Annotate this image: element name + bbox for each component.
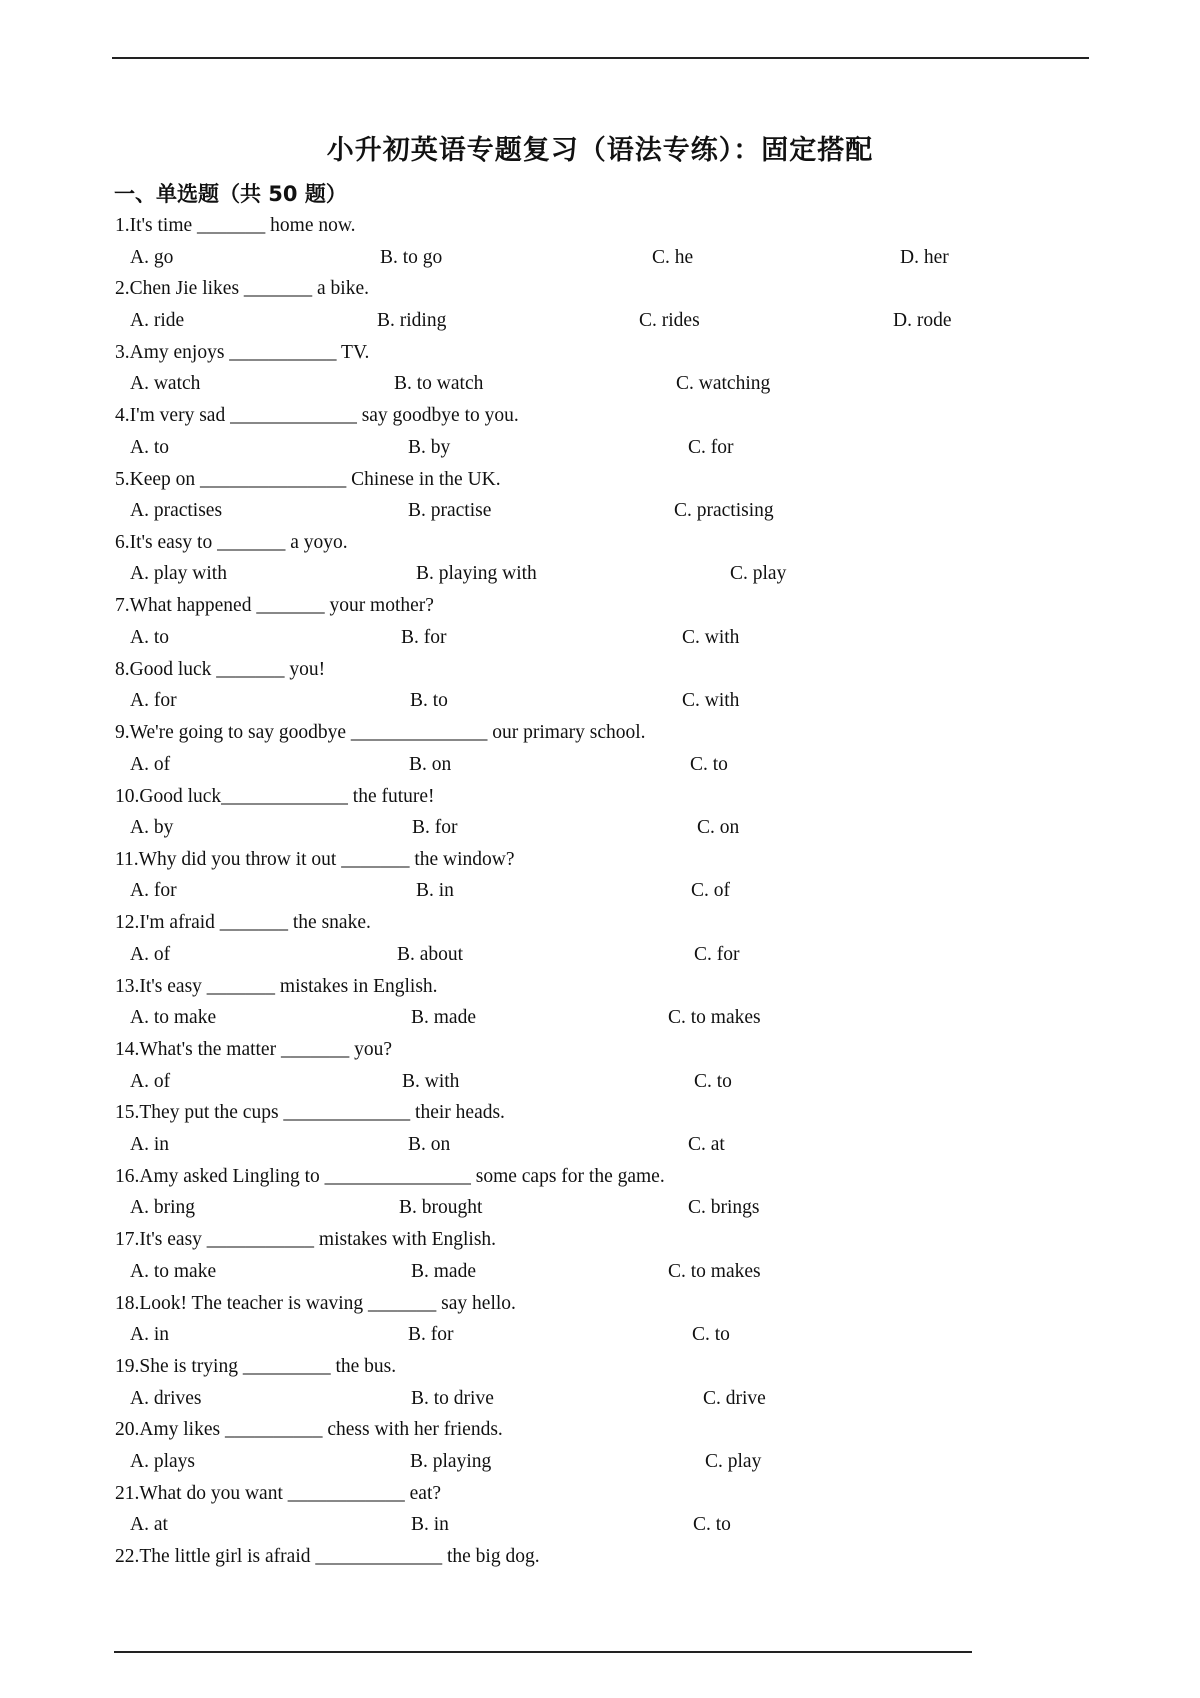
question-item	[0, 339, 1200, 402]
question-item	[0, 1416, 1200, 1479]
answer-option: D. rode	[893, 309, 952, 331]
answer-option: C. on	[697, 817, 740, 839]
footer-rule	[114, 1651, 972, 1653]
answer-option: A. at	[130, 1514, 168, 1536]
question-stem: 19.She is trying _________ the bus.	[115, 1356, 397, 1378]
answer-option: B. to watch	[394, 373, 484, 395]
question-stem: 17.It's easy ___________ mistakes with English.	[115, 1229, 497, 1251]
answer-option: A. practises	[130, 500, 223, 522]
answer-option: C. brings	[688, 1197, 760, 1219]
question-item	[0, 1226, 1200, 1289]
answer-options	[0, 497, 1200, 525]
answer-options	[0, 941, 1200, 969]
question-stem: 2.Chen Jie likes _______ a bike.	[115, 278, 370, 300]
answer-option: B. on	[409, 753, 452, 775]
answer-option: B. on	[408, 1133, 451, 1155]
answer-option: A. of	[130, 753, 171, 775]
answer-option: A. to make	[130, 1007, 217, 1029]
answer-option: B. in	[411, 1514, 449, 1536]
question-stem: 12.I'm afraid _______ the snake.	[115, 912, 371, 934]
answer-option: B. to drive	[411, 1387, 494, 1409]
answer-options	[0, 1511, 1200, 1539]
answer-option: A. ride	[130, 309, 185, 331]
answer-options	[0, 751, 1200, 779]
answer-options	[0, 1004, 1200, 1032]
answer-options	[0, 370, 1200, 398]
answer-options	[0, 1131, 1200, 1159]
answer-option: C. rides	[639, 309, 700, 331]
answer-option: C. of	[691, 880, 730, 902]
answer-option: C. to	[690, 753, 728, 775]
answer-option: B. playing	[410, 1450, 492, 1472]
answer-option: A. plays	[130, 1450, 195, 1472]
answer-option: A. of	[130, 1070, 171, 1092]
question-item	[0, 529, 1200, 592]
question-item	[0, 1480, 1200, 1543]
question-item	[0, 402, 1200, 465]
question-stem: 14.What's the matter _______ you?	[115, 1039, 392, 1061]
question-stem: 16.Amy asked Lingling to _______________ some caps for the game.	[115, 1165, 665, 1187]
answer-option: C. for	[694, 943, 740, 965]
answer-option: B. in	[416, 880, 454, 902]
answer-option: B. about	[397, 943, 464, 965]
answer-option: B. by	[408, 436, 451, 458]
answer-options	[0, 434, 1200, 462]
answer-option: A. to	[130, 436, 169, 458]
question-stem: 22.The little girl is afraid _____________ the big dog.	[115, 1546, 540, 1568]
answer-option: C. to makes	[668, 1260, 761, 1282]
question-stem: 8.Good luck _______ you!	[115, 658, 326, 680]
question-stem: 9.We're going to say goodbye ______________ our primary school.	[115, 722, 646, 744]
question-item	[0, 973, 1200, 1036]
question-list	[0, 212, 1200, 1607]
answer-option: A. for	[130, 690, 177, 712]
answer-option: B. to go	[380, 246, 443, 268]
answer-option: C. practising	[674, 500, 774, 522]
question-item	[0, 1543, 1200, 1606]
answer-option: C. he	[652, 246, 694, 268]
answer-option: C. play	[730, 563, 787, 585]
answer-option: A. bring	[130, 1197, 195, 1219]
question-stem: 1.It's time _______ home now.	[115, 215, 356, 236]
answer-option: B. riding	[377, 309, 447, 331]
question-stem: 7.What happened _______ your mother?	[115, 595, 434, 617]
answer-option: A. go	[130, 246, 174, 268]
answer-option: A. watch	[130, 373, 201, 395]
answer-option: C. play	[705, 1450, 762, 1472]
answer-option: B. brought	[399, 1197, 483, 1219]
answer-options	[0, 877, 1200, 905]
question-stem: 10.Good luck_____________ the future!	[115, 785, 435, 807]
answer-options	[0, 624, 1200, 652]
question-item	[0, 212, 1200, 275]
question-stem: 11.Why did you throw it out _______ the window?	[115, 848, 515, 870]
question-item	[0, 466, 1200, 529]
answer-option: A. to make	[130, 1260, 217, 1282]
question-item	[0, 846, 1200, 909]
question-item	[0, 1099, 1200, 1162]
answer-options	[0, 687, 1200, 715]
answer-option: C. at	[688, 1133, 725, 1155]
answer-option: C. for	[688, 436, 734, 458]
question-stem: 15.They put the cups _____________ their heads.	[115, 1102, 505, 1124]
document-title: 小升初英语专题复习（语法专练）：固定搭配	[326, 135, 874, 166]
answer-option: A. in	[130, 1324, 169, 1346]
answer-option: B. for	[412, 817, 458, 839]
answer-option: B. practise	[408, 500, 492, 522]
question-stem: 21.What do you want ____________ eat?	[115, 1482, 442, 1504]
question-stem: 3.Amy enjoys ___________ TV.	[115, 341, 370, 363]
answer-option: A. of	[130, 943, 171, 965]
answer-option: B. to	[410, 690, 448, 712]
answer-options	[0, 1068, 1200, 1096]
answer-option: B. for	[408, 1324, 454, 1346]
answer-option: D. her	[900, 246, 949, 268]
answer-option: C. to	[694, 1070, 732, 1092]
question-stem: 4.I'm very sad _____________ say goodbye to you.	[115, 405, 519, 427]
question-stem: 13.It's easy _______ mistakes in English.	[115, 975, 438, 997]
answer-option: A. for	[130, 880, 177, 902]
question-item	[0, 1290, 1200, 1353]
answer-option: C. with	[682, 690, 740, 712]
header-rule	[112, 57, 1089, 59]
question-stem: 18.Look! The teacher is waving _______ say hello.	[115, 1292, 516, 1314]
question-stem: 20.Amy likes __________ chess with her friends.	[115, 1419, 503, 1441]
question-stem: 6.It's easy to _______ a yoyo.	[115, 531, 348, 553]
answer-options	[0, 560, 1200, 588]
question-item	[0, 909, 1200, 972]
answer-option: B. for	[401, 626, 447, 648]
answer-options	[0, 1194, 1200, 1222]
answer-options	[0, 814, 1200, 842]
question-item	[0, 1163, 1200, 1226]
answer-option: A. to	[130, 626, 169, 648]
answer-option: C. to	[692, 1324, 730, 1346]
answer-options	[0, 1321, 1200, 1349]
answer-option: B. with	[402, 1070, 460, 1092]
answer-options	[0, 1258, 1200, 1286]
answer-option: A. drives	[130, 1387, 202, 1409]
answer-option: B. playing with	[416, 563, 537, 585]
question-item	[0, 656, 1200, 719]
question-item	[0, 719, 1200, 782]
question-item	[0, 1036, 1200, 1099]
question-item	[0, 783, 1200, 846]
answer-option: C. to makes	[668, 1007, 761, 1029]
question-stem: 5.Keep on _______________ Chinese in the UK.	[115, 468, 501, 490]
question-item	[0, 592, 1200, 655]
answer-options	[0, 1385, 1200, 1413]
answer-options	[0, 307, 1200, 335]
answer-options	[0, 244, 1200, 272]
answer-option: B. made	[411, 1260, 476, 1282]
answer-option: C. drive	[703, 1387, 766, 1409]
section-heading: 一、单选题（共 50 题）	[114, 182, 347, 206]
answer-option: C. with	[682, 626, 740, 648]
answer-option: B. made	[411, 1007, 476, 1029]
answer-option: A. by	[130, 817, 174, 839]
question-item	[0, 275, 1200, 338]
answer-option: C. to	[693, 1514, 731, 1536]
answer-options	[0, 1448, 1200, 1476]
question-item	[0, 1353, 1200, 1416]
answer-option: C. watching	[676, 373, 771, 395]
answer-option: A. in	[130, 1133, 169, 1155]
answer-option: A. play with	[130, 563, 227, 585]
